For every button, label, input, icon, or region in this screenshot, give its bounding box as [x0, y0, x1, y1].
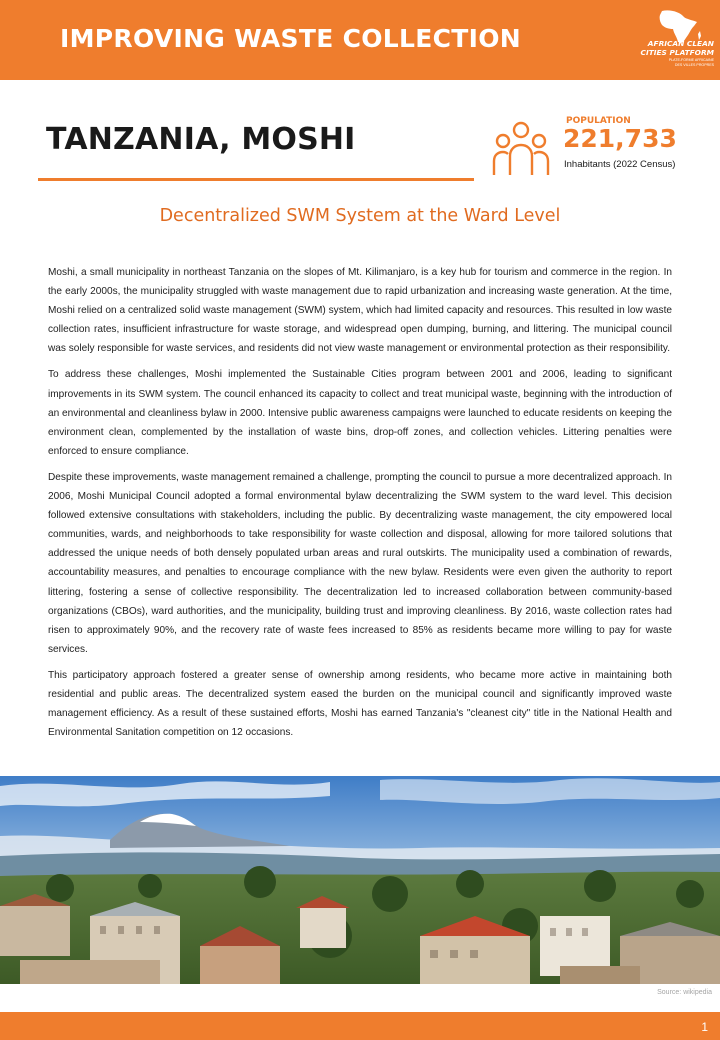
- paragraph: This participatory approach fostered a greater sense of ownership among residents, who became more active in maintaining both residential and public areas. The decentralized system eased the burden on the municipal council and significantly improved waste management efficiency. As a result of these sustained efforts, Moshi has earned Tanzania's "cleanest city" title in the National Health and Environmental Sanitation competition on 12 occasions.: [48, 669, 672, 739]
- page-number: 1: [701, 1020, 708, 1034]
- title-divider: [38, 178, 474, 181]
- population-note: Inhabitants (2022 Census): [564, 159, 676, 170]
- header-title: IMPROVING WASTE COLLECTION: [60, 24, 521, 53]
- people-group-icon: [490, 120, 552, 176]
- paragraph: To address these challenges, Moshi implemented the Sustainable Cities program between 2001 and 2006, leading to significant improvements in its SWM system. The council enhanced its capacity to collect and treat municipal waste, beginning with the introduction of an environmental and cleanliness bylaw in 2000. Intensive public awareness campaigns were launched to educate residents on keeping the environment clean, complemented by the installation of waste bins, drop-off zones, and collection vehicles. Littering penalties were enforced to ensure compliance.: [48, 369, 672, 457]
- header-bar: [0, 0, 720, 80]
- acc-platform-logo: [618, 10, 714, 72]
- logo-title: AFRICAN CLEAN CITIES PLATFORM: [640, 39, 714, 57]
- population-label: POPULATION: [566, 116, 631, 126]
- footer-bar: [0, 1012, 720, 1040]
- case-subtitle: Decentralized SWM System at the Ward Level: [159, 206, 561, 226]
- population-value: 221,733: [563, 124, 677, 153]
- photo-source: Source: wikipedia: [657, 989, 712, 996]
- moshi-city-photo: [0, 776, 720, 984]
- city-title: TANZANIA, MOSHI: [46, 122, 356, 157]
- paragraph: Moshi, a small municipality in northeast Tanzania on the slopes of Mt. Kilimanjaro, is a key hub for tourism and commerce in the region. In the early 2000s, the municipality struggled with waste management due to rapid urbanization and increasing waste generation. At the time, Moshi relied on a centralized solid waste management (SWM) system, which had limited capacity and resources. This resulted in low waste collection rates, insufficient infrastructure for waste storage, and widespread open dumping, burning, and littering. The municipal council was solely responsible for waste services, and residents did not view waste management or environmental protection as their responsibility.: [48, 267, 672, 355]
- paragraph: Despite these improvements, waste management remained a challenge, prompting the council to pursue a more decentralized approach. In 2006, Moshi Municipal Council adopted a formal environmental bylaw decentralizing the SWM system to the ward level. This decision followed extensive consultations with stakeholders, including the public. By decentralizing waste management, the city empowered local communities, wards, and neighborhoods to take responsibility for waste collection and disposal, allowing for more tailored solutions that addressed the unique needs of both densely populated urban areas and rural outskirts. The municipality used a combination of rewards, accountability measures, and penalties to encourage compliance with the new bylaw. Residents were even given the authority to report littering, fostering a sense of collective responsibility. The decentralization led to increased collaboration between community-based organizations (CBOs), ward authorities, and the municipality, building trust and improving cleanliness. By 2016, waste collection rates had risen to approximately 90%, and the recovery rate of waste fees increased to 85% as residents became more willing to pay for waste services.: [48, 471, 672, 655]
- logo-subtitle: PLATE-FORME AFRICAINE DES VILLES PROPRES: [668, 58, 714, 67]
- body-text: [48, 263, 672, 749]
